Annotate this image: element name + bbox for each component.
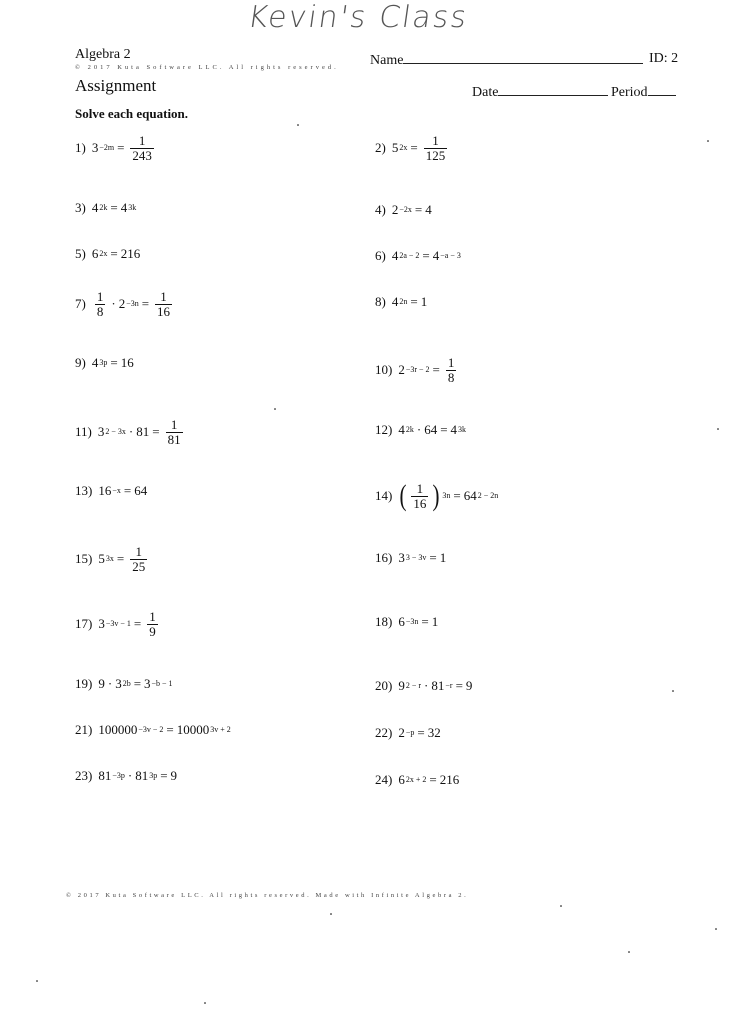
instructions: Solve each equation. (75, 106, 189, 121)
problem-number: 22) (375, 725, 393, 740)
period-blank[interactable] (648, 83, 676, 96)
fraction: $\frac{1}{8}$ (447, 355, 455, 385)
date-blank[interactable] (498, 83, 608, 96)
fraction: $\frac{1}{125}$ (425, 133, 446, 163)
problem-18 (375, 614, 438, 630)
problem-23-equation: 81 −3p · 81 3p = 9 (98, 768, 178, 783)
problem-22 (375, 725, 441, 741)
problem-number: 14) (375, 488, 393, 503)
problem-number: 23) (75, 768, 93, 783)
handwritten-class-label: Kevin's Class (245, 0, 471, 35)
problem-number: 3) (75, 200, 86, 215)
problem-number: 20) (375, 678, 393, 693)
problem-number: 11) (75, 424, 92, 440)
period-field[interactable] (611, 83, 676, 101)
problem-21-equation: 100000 −3v − 2 = 10000 3v + 2 (98, 722, 231, 737)
scan-speck (715, 928, 717, 930)
problem-10-equation: 2 −3r − 2 = $\frac{1}{8}$ (398, 355, 455, 385)
problem-8-equation: 4 2n = 1 (391, 294, 428, 309)
problem-number: 19) (75, 676, 93, 691)
problem-1-equation: 3 −2m = $\frac{1}{243}$ (91, 133, 152, 163)
problem-7-equation: $\frac{1}{8}$ · 2 −3n = $\frac{1}{16}$ (96, 289, 171, 319)
problem-24 (375, 772, 459, 788)
problem-7 (75, 290, 175, 318)
problem-13 (75, 483, 147, 499)
scan-speck (672, 690, 674, 692)
problem-10 (375, 356, 459, 384)
scan-speck (297, 124, 299, 126)
problem-number: 17) (75, 616, 93, 632)
problem-20 (375, 678, 472, 694)
problem-11-equation: 3 2 − 3x · 81 = $\frac{1}{81}$ (97, 417, 181, 447)
scan-speck (717, 428, 719, 430)
problem-16-equation: 3 3 − 3v = 1 (398, 550, 447, 565)
problem-number: 15) (75, 551, 93, 567)
problem-13-equation: 16 −x = 64 (98, 483, 148, 498)
problem-number: 10) (375, 362, 393, 378)
problem-9 (75, 355, 134, 371)
problem-number: 24) (375, 772, 393, 787)
fraction: $\frac{1}{9}$ (149, 609, 156, 639)
footer-copyright: © 2017 Kuta Software LLC. All rights reserved. Made with Infinite Algebra 2. (66, 892, 469, 899)
fraction: $\frac{1}{25}$ (132, 544, 146, 574)
problem-9-equation: 4 3p = 16 (91, 355, 134, 370)
name-field[interactable] (370, 51, 643, 69)
name-blank[interactable] (403, 51, 643, 64)
problem-14 (375, 481, 498, 511)
problem-6 (375, 248, 461, 264)
problem-3-equation: 4 2k = 4 3k (91, 200, 137, 215)
problem-number: 21) (75, 722, 93, 737)
problem-18-equation: 6 −3n = 1 (398, 614, 439, 629)
copyright-header: © 2017 Kuta Software LLC. All rights reserved. (75, 64, 339, 71)
fraction: $\frac{1}{8}$ (96, 289, 104, 319)
problem-number: 13) (75, 483, 93, 498)
fraction: $\frac{1}{81}$ (167, 417, 181, 447)
problem-15-equation: 5 3x = $\frac{1}{25}$ (98, 544, 146, 574)
date-label: Date (472, 85, 499, 100)
problem-14-equation: ( $\frac{1}{16}$ ) 3n = 64 2 − 2n (399, 479, 499, 512)
problem-number: 16) (375, 550, 393, 565)
name-label: Name (370, 53, 404, 68)
problem-3 (75, 200, 136, 216)
problem-number: 1) (75, 140, 86, 156)
scan-speck (628, 951, 630, 953)
problem-number: 18) (375, 614, 393, 629)
problem-5-equation: 6 2x = 216 (91, 246, 141, 261)
problem-number: 2) (375, 140, 386, 156)
fraction: $\frac{1}{16}$ (157, 289, 171, 319)
problem-21 (75, 722, 231, 738)
problem-number: 6) (375, 248, 386, 263)
problem-1 (75, 134, 157, 162)
problem-number: 7) (75, 296, 86, 312)
scan-speck (560, 905, 562, 907)
problem-number: 5) (75, 246, 86, 261)
problem-5 (75, 246, 140, 262)
problem-4 (375, 202, 432, 218)
problem-2-equation: 5 2x = $\frac{1}{125}$ (391, 133, 446, 163)
problem-23 (75, 768, 177, 784)
scan-speck (707, 140, 709, 142)
problem-6-equation: 4 2a − 2 = 4 −a − 3 (391, 248, 461, 263)
id-label: ID: 2 (649, 51, 679, 66)
problem-12 (375, 422, 466, 438)
period-label: Period (611, 85, 648, 100)
problem-8 (375, 294, 427, 310)
fraction: $\frac{1}{243}$ (132, 133, 152, 163)
problem-17-equation: 3 −3v − 1 = $\frac{1}{9}$ (98, 609, 156, 639)
fraction: $\frac{1}{16}$ (413, 480, 427, 511)
problem-24-equation: 6 2x + 2 = 216 (398, 772, 460, 787)
problem-number: 12) (375, 422, 393, 437)
problem-20-equation: 9 2 − r · 81 −r = 9 (398, 678, 473, 693)
scan-speck (204, 1002, 206, 1004)
date-field[interactable] (472, 83, 608, 101)
problem-19 (75, 676, 173, 692)
course-name: Algebra 2 (75, 47, 131, 62)
scan-speck (36, 980, 38, 982)
problem-15 (75, 545, 150, 573)
problem-4-equation: 2 −2x = 4 (391, 202, 432, 217)
problem-number: 8) (375, 294, 386, 309)
problem-2 (375, 134, 450, 162)
problem-number: 9) (75, 355, 86, 370)
problem-19-equation: 9 · 3 2b = 3 −b − 1 (98, 676, 173, 691)
problem-17 (75, 610, 161, 638)
problem-16 (375, 550, 446, 566)
problem-12-equation: 4 2k · 64 = 4 3k (398, 422, 467, 437)
assignment-title: Assignment (75, 76, 157, 95)
scan-speck (330, 913, 332, 915)
problem-11 (75, 418, 186, 446)
problem-number: 4) (375, 202, 386, 217)
scan-speck (274, 408, 276, 410)
problem-22-equation: 2 −p = 32 (398, 725, 441, 740)
